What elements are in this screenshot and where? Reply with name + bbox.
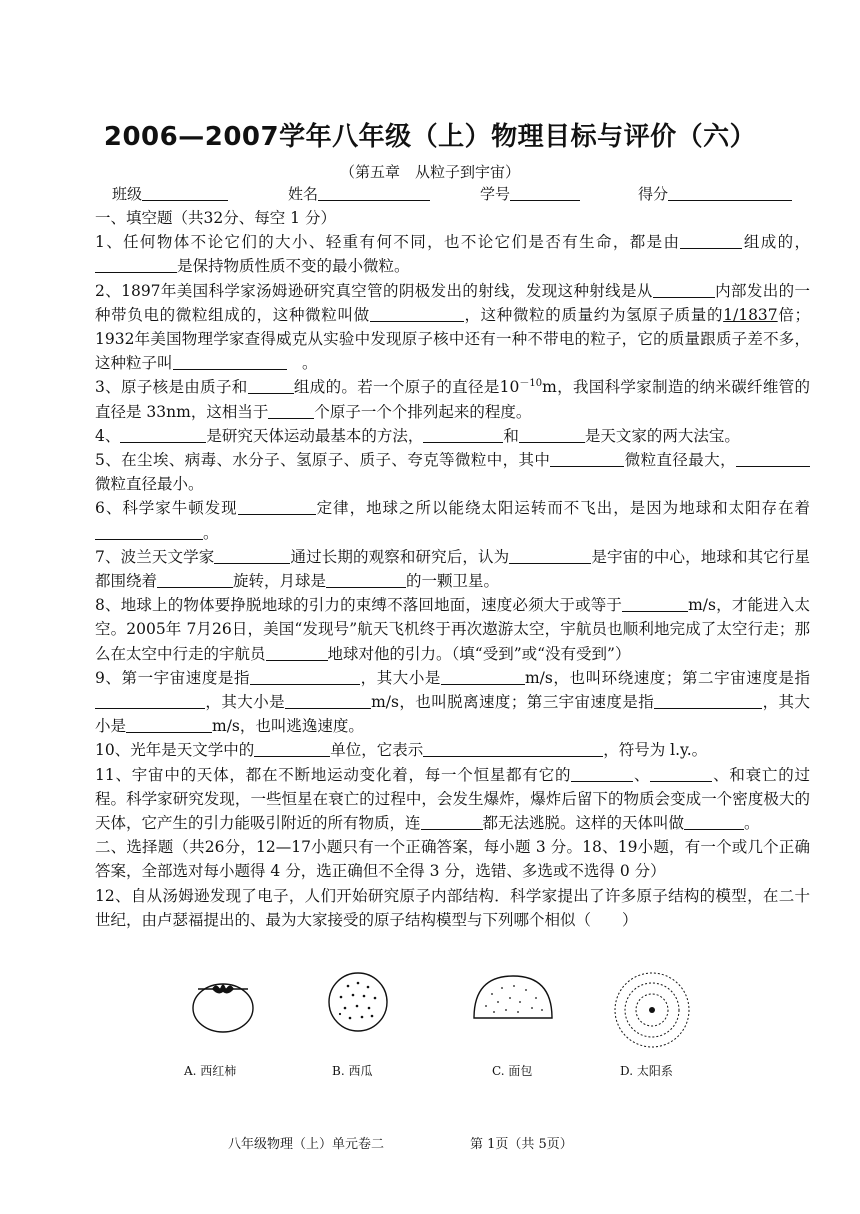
section-2-heading: 二、选择题（共26分，12—17小题只有一个正确答案，每小题 3 分。18、19小题，有一个或几个正确答案，全部选对每小题得 4 分，选正确但不全得 3 分，选错、多选或不选得 0 分） <box>95 838 810 881</box>
question-3: 3、原子核是由质子和 组成的。若一个原子的直径是$10^{-10}m$，我国科学家制造的纳米碳纤维管的直径是 33nm，这相当于 个原子一个个排列起来的程度。 <box>95 378 810 421</box>
question-2: 2、1897年美国科学家汤姆逊研究真空管的阴极发出的射线，发现这种射线是从 内部发出的一种带负电的微粒组成的，这种微粒叫做 ，这种微粒的质量约为氢原子质量的1/1837倍；1932年美国物理学家查得威克从实验中发现原子核中还有一种不带电的粒子，它的质量跟质子差不多，这种粒子叫 。 <box>95 281 810 373</box>
section-1-heading: 一、填空题（共32分、每空 1 分） <box>95 209 336 227</box>
bread-figure <box>470 970 556 1028</box>
score-field: 得分 <box>638 183 792 204</box>
footer-page-number: 第 1页（共 5页） <box>470 1137 573 1152</box>
name-field: 姓名 <box>288 183 430 204</box>
option-c-label: C. 面包 <box>492 1064 533 1078</box>
option-b-label: B. 西瓜 <box>332 1064 373 1078</box>
question-11: 11、宇宙中的天体，都在不断地运动变化着，每一个恒星都有它的 、 、和衰亡的过程。科学家研究发现，一些恒星在衰亡的过程中，会发生爆炸，爆炸后留下的物质会变成一个密度极大的天体，它产生的引力能吸引附近的所有物质，连 都无法逃脱。这样的天体叫做 。 <box>95 765 810 833</box>
option-a-label: A. 西红柿 <box>184 1064 237 1078</box>
page-title: 2006—2007学年八年级（上）物理目标与评价（六） <box>103 122 757 152</box>
question-content <box>95 206 810 932</box>
question-6: 6、科学家牛顿发现 定律，地球之所以能绕太阳运转而不飞出，是因为地球和太阳存在着。 <box>95 499 810 542</box>
solar-system-figure <box>612 970 692 1050</box>
option-d-label: D. 太阳系 <box>620 1064 673 1078</box>
question-8: 8、地球上的物体要挣脱地球的引力的束缚不落回地面，速度必须大于或等于 m/s，才能进入太空。2005年 7月26日，美国“发现号”航天飞机终于再次遨游太空，宇航员也顺利地完成了太空行走；那么在太空中行走的宇航员 地球对他的引力。（填“受到”或“没有受到”） <box>95 596 810 663</box>
question-9: 9、第一宇宙速度是指 ，其大小是 m/s，也叫环绕速度；第二宇宙速度是指，其大小是 m/s，也叫脱离速度；第三宇宙速度是指 ，其大小是 m/s，也叫逃逸速度。 <box>95 668 810 736</box>
footer-unit-title: 八年级物理（上）单元卷二 <box>228 1137 385 1152</box>
question-4: 4、 是研究天体运动最基本的方法， 和 是天文家的两大法宝。 <box>95 426 740 445</box>
atom-model-figures <box>180 970 700 1080</box>
question-7: 7、波兰天文学家 通过长期的观察和研究后，认为 是宇宙的中心，地球和其它行星都围绕着 旋转，月球是 的一颗卫星。 <box>95 547 810 591</box>
chapter-subtitle: （第五章 从粒子到宇宙） <box>339 163 520 181</box>
question-12: 12、自从汤姆逊发现了电子，人们开始研究原子内部结构．科学家提出了许多原子结构的模型，在二十世纪，由卢瑟福提出的、最为大家接受的原子结构模型与下列哪个相似（ ） <box>95 886 810 929</box>
tomato-figure <box>188 970 258 1040</box>
class-field: 班级 <box>112 183 228 204</box>
question-5: 5、在尘埃、病毒、水分子、氢原子、质子、夸克等微粒中，其中 微粒直径最大，微粒直径最小。 <box>95 448 810 496</box>
question-10: 10、光年是天文学中的 单位，它表示 ，符号为 l.y.。 <box>95 741 708 760</box>
student-number-field: 学号 <box>480 183 580 204</box>
question-1: 1、任何物体不论它们的大小、轻重有何不同，也不论它们是否有生命，都是由 组成的，是保持物质性质不变的最小微粒。 <box>95 233 810 276</box>
watermelon-figure <box>326 970 390 1034</box>
